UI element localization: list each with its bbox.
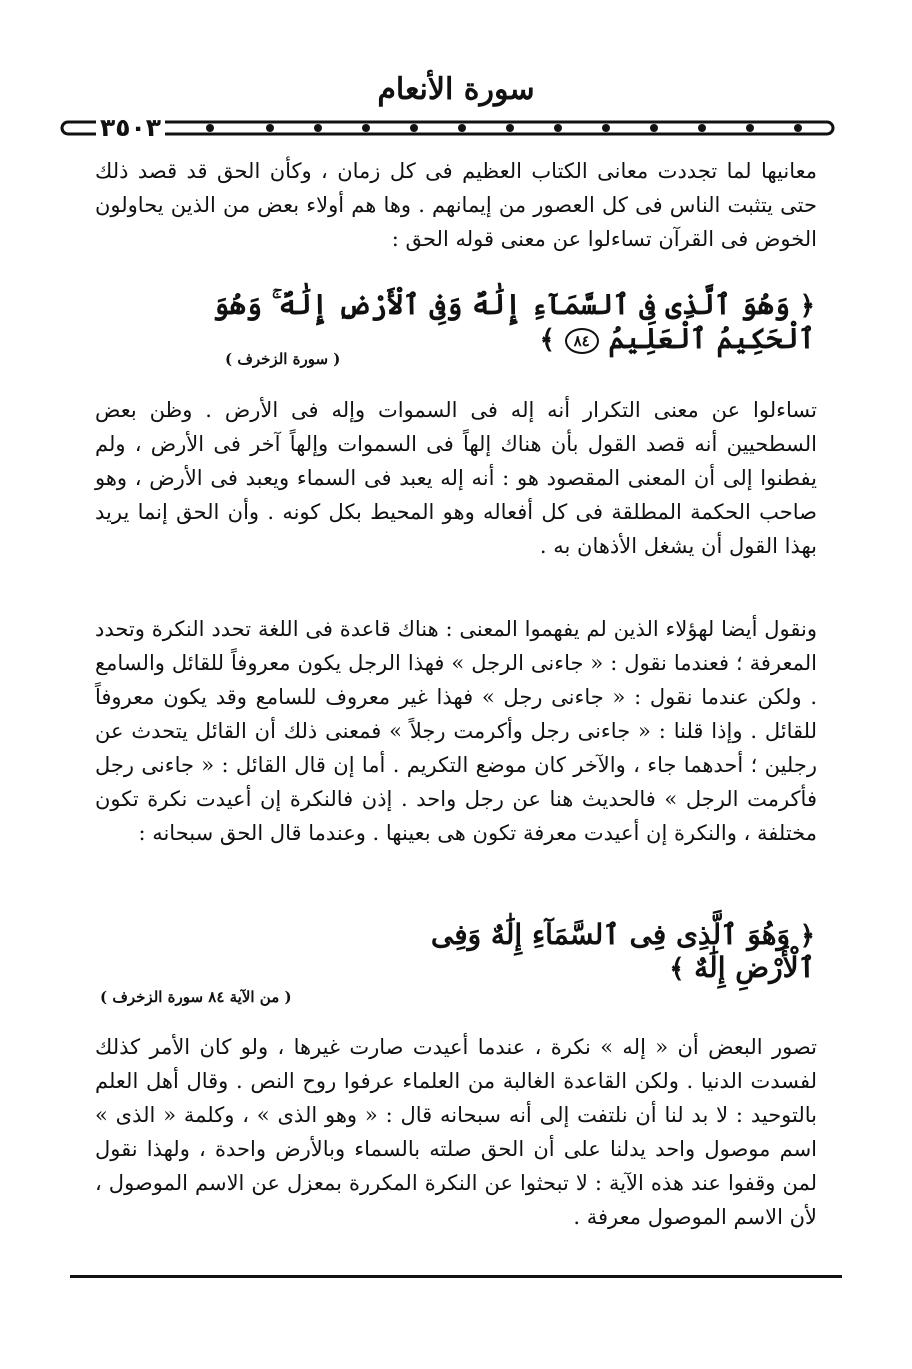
- verse-2-citation: ( من الآية ٨٤ سورة الزخرف ): [100, 988, 292, 1006]
- ornate-bracket-close: ﴾: [539, 325, 555, 355]
- paragraph-4: تصور البعض أن « إله » نكرة ، عندما أعيدت صارت غيرها ، ولو كان الأمر كذلك لفسدت الدنيا . ولكن القاعدة الغالبة من العلماء عرفوا روح النص . وقال أهل العلم بالتوحيد : لا بد لنا أن نلتفت إلى أنه سبحانه قال : « وهو الذى » ، وكلمة « الذى » اسم موصول واحد يدلنا على أن الحق صلته بالسماء وبالأرض واحدة ، ولهذا نقول لمن وقفوا عند هذه الآية : لا تبحثوا عن النكرة المكررة بمعزل عن الاسم الموصول ، لأن الاسم الموصول معرفة .: [95, 1035, 818, 1229]
- ornament-border: [60, 117, 835, 139]
- paragraph-1: معانيها لما تجددت معانى الكتاب العظيم فى كل زمان ، وكأن الحق قد قصد ذلك حتى يتثبت الناس فى كل العصور من إيمانهم . وها هم أولاء بعض من الذين يحاولون الخوض فى القرآن تساءلوا عن معنى قوله الحق :: [95, 159, 817, 251]
- verse-1-text: وَهُوَ ٱلَّذِى فِى ٱلسَّمَآءِ إِلَٰهٌ وَفِى ٱلْأَرْضِ إِلَٰهٌ ۚ وَهُوَ ٱلْحَكِيمُ ٱلْعَلِيمُ: [212, 288, 815, 355]
- verse-number-marker: ٨٤: [565, 328, 599, 354]
- paragraph-2: تساءلوا عن معنى التكرار أنه إله فى السموات وإله فى الأرض . وظن بعض السطحيين أنه قصد القول بأن هناك إلهاً فى السموات وإلهاً آخر فى الأرض ، ولم يفطنوا إلى أن المعنى المقصود هو : أنه إله يعبد فى السماء ويعبد فى الأرض ، وهو صاحب الحكمة المطلقة فى كل أفعاله وهو المحيط بكل كونه . وأن الحق إنما يريد بهذا القول أن يشغل الأذهان به .: [95, 398, 817, 558]
- paragraph-3: ونقول أيضا لهؤلاء الذين لم يفهموا المعنى : هناك قاعدة فى اللغة تحدد النكرة وتحدد المعرفة ؛ فعندما نقول : « جاءنى الرجل » فهذا الرجل يكون معروفاً للقائل والسامع . ولكن عندما نقول : « جاءنى رجل » فهذا غير معروف للسامع وقد يكون معروفاً للقائل . وإذا قلنا : « جاءنى رجل وأكرمت رجلاً » فمعنى ذلك أن القائل يتحدث عن رجلين ؛ أحدهما جاء ، والآخر كان موضع التكريم . أما إن قال القائل : « جاءنى رجل فأكرمت الرجل » فالحديث هنا عن رجل واحد . إذن فالنكرة إن أعيدت نكرة تكون مختلفة ، والنكرة إن أعيدت معرفة تكون هى بعينها . وعندما قال الحق سبحانه :: [95, 617, 817, 845]
- page-number: ٣٥٠٣: [96, 113, 165, 142]
- ornate-bracket-open: ﴿: [799, 291, 815, 321]
- verse-1-citation: ( سورة الزخرف ): [225, 350, 341, 368]
- bottom-rule: [70, 1275, 842, 1278]
- surah-title: سورة الأنعام: [377, 72, 535, 107]
- quran-verse-2: [410, 918, 815, 984]
- ornate-bracket-open: ﴿: [799, 921, 815, 951]
- quran-verse-1: [185, 288, 815, 355]
- verse-2-text: وَهُوَ ٱلَّذِى فِى ٱلسَّمَآءِ إِلَٰهٌ وَفِى ٱلْأَرْضِ إِلَٰهٌ: [430, 918, 815, 984]
- ornate-bracket-close: ﴾: [669, 954, 685, 984]
